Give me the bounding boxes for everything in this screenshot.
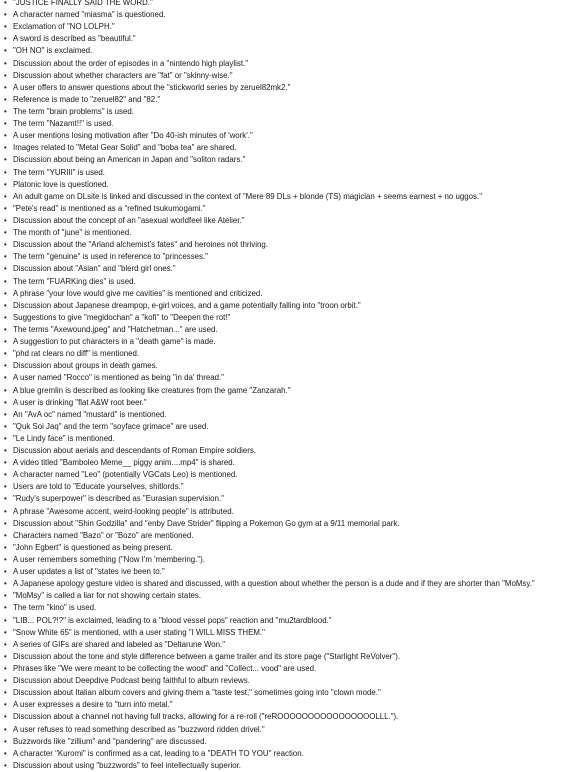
- bullet-icon: [4, 239, 13, 251]
- bullet-icon: [4, 276, 13, 288]
- list-item: [4, 179, 584, 191]
- list-item: [4, 227, 584, 239]
- bullet-icon: [4, 94, 13, 106]
- list-item: [4, 21, 584, 33]
- bullet-icon: [4, 493, 13, 505]
- list-item-text: A series of GIFs are shared and labeled as "Deltarune Won.": [13, 639, 226, 649]
- bullet-icon: [4, 748, 13, 760]
- list-item: [4, 554, 584, 566]
- bullet-icon: [4, 506, 13, 518]
- list-item-text: Phrases like "We were meant to be collecting the wood" and "Collect... vood" are used.: [13, 664, 317, 674]
- list-item: [4, 590, 584, 602]
- bullet-icon: [4, 409, 13, 421]
- list-item: [4, 70, 584, 82]
- list-item-text: A user mentions losing motivation after "Do 40-ish minutes of 'work'.": [13, 131, 253, 141]
- bullet-icon: [4, 687, 13, 699]
- list-item: [4, 736, 584, 748]
- list-item-text: Discussion about "Shin Godzilla" and "enby Dave Strider" flipping a Pokemon Go gym at a 9/11 memorial park.: [13, 518, 400, 528]
- list-item: [4, 45, 584, 57]
- bullet-icon: [4, 663, 13, 675]
- list-item: [4, 760, 584, 772]
- list-item: [4, 663, 584, 675]
- bullet-icon: [4, 724, 13, 736]
- list-item: [4, 203, 584, 215]
- list-item-text: Users are told to "Educate yourselves, shitlords.": [13, 482, 184, 492]
- list-item: [4, 542, 584, 554]
- list-item-text: Suggestions to give "megidochan" a "kofi" to "Deepen the rot!": [13, 312, 231, 322]
- list-item: [4, 445, 584, 457]
- list-item: [4, 191, 584, 203]
- list-item: [4, 578, 584, 590]
- list-item: [4, 312, 584, 324]
- list-item-text: "MoMsy" is called a liar for not showing certain states.: [13, 591, 202, 601]
- list-item: [4, 409, 584, 421]
- bullet-icon: [4, 130, 13, 142]
- bullet-icon: [4, 70, 13, 82]
- list-item-text: "Pete's read" is mentioned as a "refined tsukumogami.": [13, 203, 206, 213]
- list-item-text: Discussion about Deepdive Podcast being faithful to album reviews.: [13, 676, 250, 686]
- list-item-text: Discussion about groups in death games.: [13, 361, 158, 371]
- list-item: [4, 130, 584, 142]
- list-item-text: Platonic love is questioned.: [13, 179, 109, 189]
- list-item: [4, 724, 584, 736]
- bullet-icon: [4, 21, 13, 33]
- list-item-text: A phrase "your love would give me cavities" is mentioned and criticized.: [13, 288, 263, 298]
- bullet-icon: [4, 530, 13, 542]
- list-item: [4, 142, 584, 154]
- list-item-text: Discussion about "Asian" and "blerd girl ones.": [13, 264, 176, 274]
- list-item-text: Discussion about Italian album covers and giving them a "taste test," sometimes going into "clown mode.": [13, 688, 381, 698]
- bullet-icon: [4, 445, 13, 457]
- list-item-text: A video titled "Bamboleo Meme__ piggy anim....mp4" is shared.: [13, 458, 235, 468]
- list-item: [4, 82, 584, 94]
- list-item-text: "phd rat clears no diff" is mentioned.: [13, 349, 140, 359]
- list-item-text: "Quk Soi Jaq" and the term "soyface grimace" are used.: [13, 421, 209, 431]
- bullet-icon: [4, 385, 13, 397]
- bullet-icon: [4, 469, 13, 481]
- list-item: [4, 263, 584, 275]
- bullet-icon: [4, 421, 13, 433]
- bullet-icon: [4, 191, 13, 203]
- list-item: [4, 433, 584, 445]
- list-item: [4, 9, 584, 21]
- list-item: [4, 276, 584, 288]
- bullet-icon: [4, 106, 13, 118]
- bullet-icon: [4, 288, 13, 300]
- list-item: [4, 518, 584, 530]
- list-item-text: "LIB... POL?!?" is exclaimed, leading to a "blood vessel pops" reaction and "mu2tardblood.": [13, 615, 332, 625]
- bullet-icon: [4, 300, 13, 312]
- bullet-icon: [4, 627, 13, 639]
- list-item-text: The term "genuine" is used in reference to "princesses.": [13, 252, 208, 262]
- bullet-icon: [4, 675, 13, 687]
- bullet-icon: [4, 711, 13, 723]
- list-item-text: Discussion about the tone and style difference between a game trailer and its store page ("Starlight ReVolver").: [13, 651, 401, 661]
- bullet-icon: [4, 227, 13, 239]
- list-item: [4, 493, 584, 505]
- list-item: [4, 566, 584, 578]
- bullet-icon: [4, 312, 13, 324]
- bullet-icon: [4, 433, 13, 445]
- list-item: [4, 0, 584, 9]
- list-item: [4, 615, 584, 627]
- bullet-icon: [4, 372, 13, 384]
- list-item-text: A user offers to answer questions about the "stickworld series by zeruel82mk2.": [13, 82, 291, 92]
- bullet-icon: [4, 82, 13, 94]
- list-item-text: A phrase "Awesome accent, weird-looking people" is attributed.: [13, 506, 234, 516]
- bullet-icon: [4, 0, 13, 9]
- list-item: [4, 94, 584, 106]
- bullet-icon: [4, 360, 13, 372]
- bullet-icon: [4, 142, 13, 154]
- list-item-text: Discussion about a channel not having full tracks, allowing for a re-roll ("reROOOOOOOOOOOOOOOOLLL.").: [13, 712, 399, 722]
- bullet-icon: [4, 118, 13, 130]
- bullet-icon: [4, 58, 13, 70]
- list-item-text: A blue gremlin is described as looking like creatures from the game "Zanzarah.": [13, 385, 291, 395]
- bullet-icon: [4, 566, 13, 578]
- bullet-icon: [4, 736, 13, 748]
- list-item-text: A user is drinking "flat A&W root beer.": [13, 397, 147, 407]
- list-item-text: The term "kino" is used.: [13, 603, 97, 613]
- list-item-text: "OH NO" is exclaimed.: [13, 46, 93, 56]
- bullet-icon: [4, 203, 13, 215]
- list-item: [4, 469, 584, 481]
- list-item: [4, 348, 584, 360]
- bullet-icon: [4, 554, 13, 566]
- list-item: [4, 651, 584, 663]
- bullet-icon: [4, 760, 13, 772]
- bullet-icon: [4, 179, 13, 191]
- list-item-text: The month of "june" is mentioned.: [13, 228, 132, 238]
- list-item: [4, 360, 584, 372]
- bullet-icon: [4, 348, 13, 360]
- bullet-icon: [4, 45, 13, 57]
- list-item: [4, 288, 584, 300]
- list-item-text: Discussion about the order of episodes in a "nintendo high playlist.": [13, 58, 249, 68]
- list-item-text: Buzzwords like "zillium" and "pandering" are discussed.: [13, 736, 207, 746]
- bullet-icon: [4, 639, 13, 651]
- bullet-icon: [4, 651, 13, 663]
- list-item: [4, 627, 584, 639]
- bullet-icon: [4, 699, 13, 711]
- list-item-text: The term "Nazamt!!" is used.: [13, 119, 114, 129]
- list-item-text: Characters named "Bazo" or "Bozo" are mentioned.: [13, 530, 194, 540]
- bullet-icon: [4, 602, 13, 614]
- list-item-text: A character named "miasma" is questioned.: [13, 10, 166, 20]
- list-item-text: "Rudy's superpower" is described as "Eurasian supervision.": [13, 494, 224, 504]
- list-item-text: An adult game on DLsite is linked and discussed in the context of "Mere 89 DLs + blonde (TS) magician + seems earnest + no uggos.": [13, 191, 482, 201]
- list-item: [4, 639, 584, 651]
- list-item: [4, 397, 584, 409]
- bullet-icon: [4, 578, 13, 590]
- list-item-text: Discussion about Japanese dreampop, e-girl voices, and a game potentially falling into "troon orbit.": [13, 300, 361, 310]
- list-item-text: The term "FUARKing dies" is used.: [13, 276, 136, 286]
- bullet-icon: [4, 33, 13, 45]
- bullet-icon: [4, 263, 13, 275]
- bullet-icon: [4, 457, 13, 469]
- list-item-text: A character "Kuromi" is confirmed as a cat, leading to a "DEATH TO YOU" reaction.: [13, 748, 304, 758]
- list-item: [4, 385, 584, 397]
- bullet-icon: [4, 542, 13, 554]
- bullet-icon: [4, 251, 13, 263]
- list-item-text: The terms "Axewound.jpeg" and "Hatchetman..." are used.: [13, 324, 218, 334]
- list-item: [4, 215, 584, 227]
- bullet-icon: [4, 167, 13, 179]
- list-item: [4, 711, 584, 723]
- list-item: [4, 748, 584, 760]
- list-item-text: Reference is made to "zeruel82" and "82.": [13, 94, 161, 104]
- bullet-icon: [4, 590, 13, 602]
- list-item: [4, 33, 584, 45]
- bullet-icon: [4, 215, 13, 227]
- bullet-icon: [4, 336, 13, 348]
- list-item: [4, 372, 584, 384]
- list-item-text: A user refuses to read something described as "buzzword ridden drivel.": [13, 724, 265, 734]
- list-item-text: "JUSTICE FINALLY SAID THE WORD.": [13, 0, 153, 7]
- list-item-text: "Snow White 65" is mentioned, with a user stating "I WILL MISS THEM.": [13, 627, 265, 637]
- list-item-text: A user remembers something ("Now I'm 'membering.").: [13, 555, 205, 565]
- list-item-text: A Japanese apology gesture video is shared and discussed, with a question about whether the person is a dude and if they are shorter than "MoMsy.": [13, 579, 535, 589]
- list-item: [4, 251, 584, 263]
- list-item: [4, 239, 584, 251]
- list-item: [4, 506, 584, 518]
- list-item: [4, 457, 584, 469]
- list-item: [4, 699, 584, 711]
- list-item-text: A character named "Leo" (potentially VGCats Leo) is mentioned.: [13, 470, 238, 480]
- list-item: [4, 118, 584, 130]
- list-item: [4, 300, 584, 312]
- bullet-icon: [4, 324, 13, 336]
- list-item: [4, 602, 584, 614]
- bullet-icon: [4, 481, 13, 493]
- list-item-text: Discussion about using "buzzwords" to feel intellectually superior.: [13, 760, 241, 770]
- list-item-text: Images related to "Metal Gear Solid" and "boba tea" are shared.: [13, 143, 237, 153]
- bullet-icon: [4, 9, 13, 21]
- list-item: [4, 106, 584, 118]
- bullet-icon: [4, 615, 13, 627]
- list-item-text: "Le Lindy face" is mentioned.: [13, 433, 115, 443]
- list-item-text: A user updates a list of "states ive been to.": [13, 567, 165, 577]
- list-item: [4, 154, 584, 166]
- list-item: [4, 421, 584, 433]
- list-item: [4, 481, 584, 493]
- list-item-text: A user named "Rocco" is mentioned as being "in da' thread.": [13, 373, 224, 383]
- bullet-icon: [4, 397, 13, 409]
- list-item-text: The term "brain problems" is used.: [13, 106, 134, 116]
- list-item-text: "John Egbert" is questioned as being present.: [13, 542, 173, 552]
- list-item: [4, 336, 584, 348]
- list-item: [4, 675, 584, 687]
- list-item: [4, 324, 584, 336]
- list-item-text: Discussion about the concept of an "asexual worldfeel like Atelier.": [13, 215, 245, 225]
- list-item: [4, 530, 584, 542]
- bullet-icon: [4, 518, 13, 530]
- list-item-text: Discussion about the "Arland alchemist's fates" and heroines not thriving.: [13, 240, 268, 250]
- bullet-icon: [4, 154, 13, 166]
- list-item-text: An "AvA oc" named "mustard" is mentioned.: [13, 409, 167, 419]
- list-item-text: A suggestion to put characters in a "death game" is made.: [13, 337, 216, 347]
- list-item-text: A user expresses a desire to "turn into metal.": [13, 700, 173, 710]
- list-item: [4, 58, 584, 70]
- list-item-text: Discussion about being an American in Japan and "soliton radars.": [13, 155, 246, 165]
- list-item-text: A sword is described as "beautiful.": [13, 34, 136, 44]
- list-item-text: Discussion about whether characters are "fat" or "skinny-wise.": [13, 70, 233, 80]
- list-item-text: The term "YURIII" is used.: [13, 167, 105, 177]
- list-item: [4, 687, 584, 699]
- list-item-text: Exclamation of "NO LOLPH.": [13, 22, 115, 32]
- list-item-text: Discussion about aerials and descendants of Roman Empire soldiers.: [13, 446, 256, 456]
- list-item: [4, 167, 584, 179]
